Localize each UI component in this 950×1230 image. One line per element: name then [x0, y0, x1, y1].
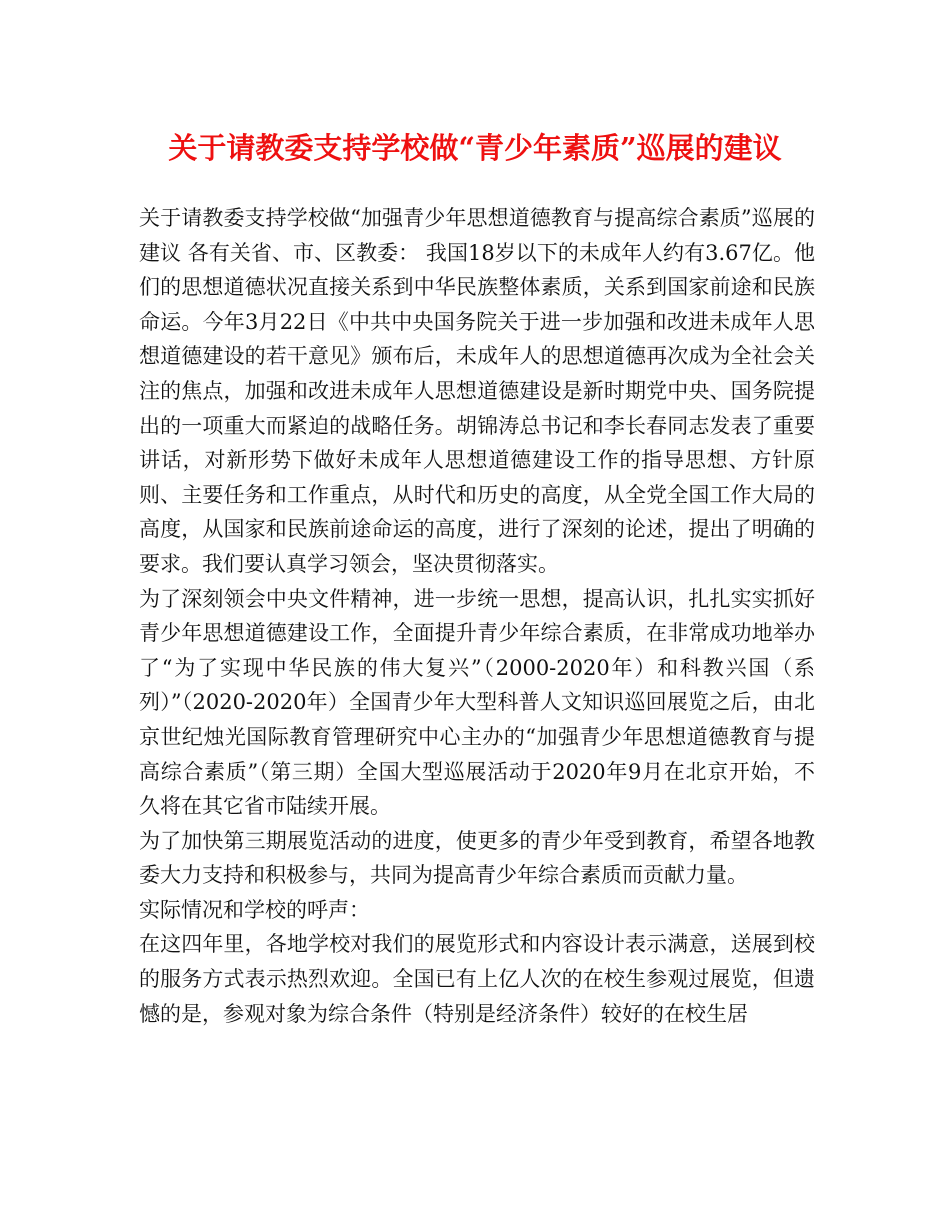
document-body: [139, 201, 815, 1031]
paragraph-3: 为了加快第三期展览活动的进度，使更多的青少年受到教育，希望各地教委大力支持和积极参与，共同为提高青少年综合素质而贡献力量。: [139, 828, 815, 888]
document-title: 关于请教委支持学校做“青少年素质”巡展的建议: [168, 131, 782, 165]
paragraph-2: 为了深刻领会中央文件精神，进一步统一思想，提高认识，扎扎实实抓好青少年思想道德建设工作，全面提升青少年综合素质，在非常成功地举办了“为了实现中华民族的伟大复兴”（2000-2020年）和科教兴国（系列）”（2020-2020年）全国青少年大型科普人文知识巡回展览之后，由北京世纪烛光国际教育管理研究中心主办的“加强青少年思想道德教育与提高综合素质”（第三期）全国大型巡展活动于2020年9月在北京开始，不久将在其它省市陆续开展。: [139, 586, 815, 819]
paragraph-4: 实际情况和学校的呼声：: [139, 897, 370, 922]
paragraph-1: 关于请教委支持学校做“加强青少年思想道德教育与提高综合素质”巡展的建议 各有关省、市、区教委： 我国18岁以下的未成年人约有3.67亿。他们的思想道德状况直接关系到中华民族整体素质，关系到国家前途和民族命运。今年3月22日《中共中央国务院关于进一步加强和改进未成年人思想道德建设的若干意见》颁布后，未成年人的思想道德再次成为全社会关注的焦点，加强和改进未成年人思想道德建设是新时期党中央、国务院提出的一项重大而紧迫的战略任务。胡锦涛总书记和李长春同志发表了重要讲话，对新形势下做好未成年人思想道德建设工作的指导思想、方针原则、主要任务和工作重点，从时代和历史的高度，从全党全国工作大局的高度，从国家和民族前途命运的高度，进行了深刻的论述，提出了明确的要求。我们要认真学习领会，坚决贯彻落实。: [139, 206, 815, 576]
paragraph-5: 在这四年里，各地学校对我们的展览形式和内容设计表示满意，送展到校的服务方式表示热烈欢迎。全国已有上亿人次的在校生参观过展览，但遗憾的是，参观对象为综合条件（特别是经济条件）较好的在校生居: [139, 932, 815, 1026]
